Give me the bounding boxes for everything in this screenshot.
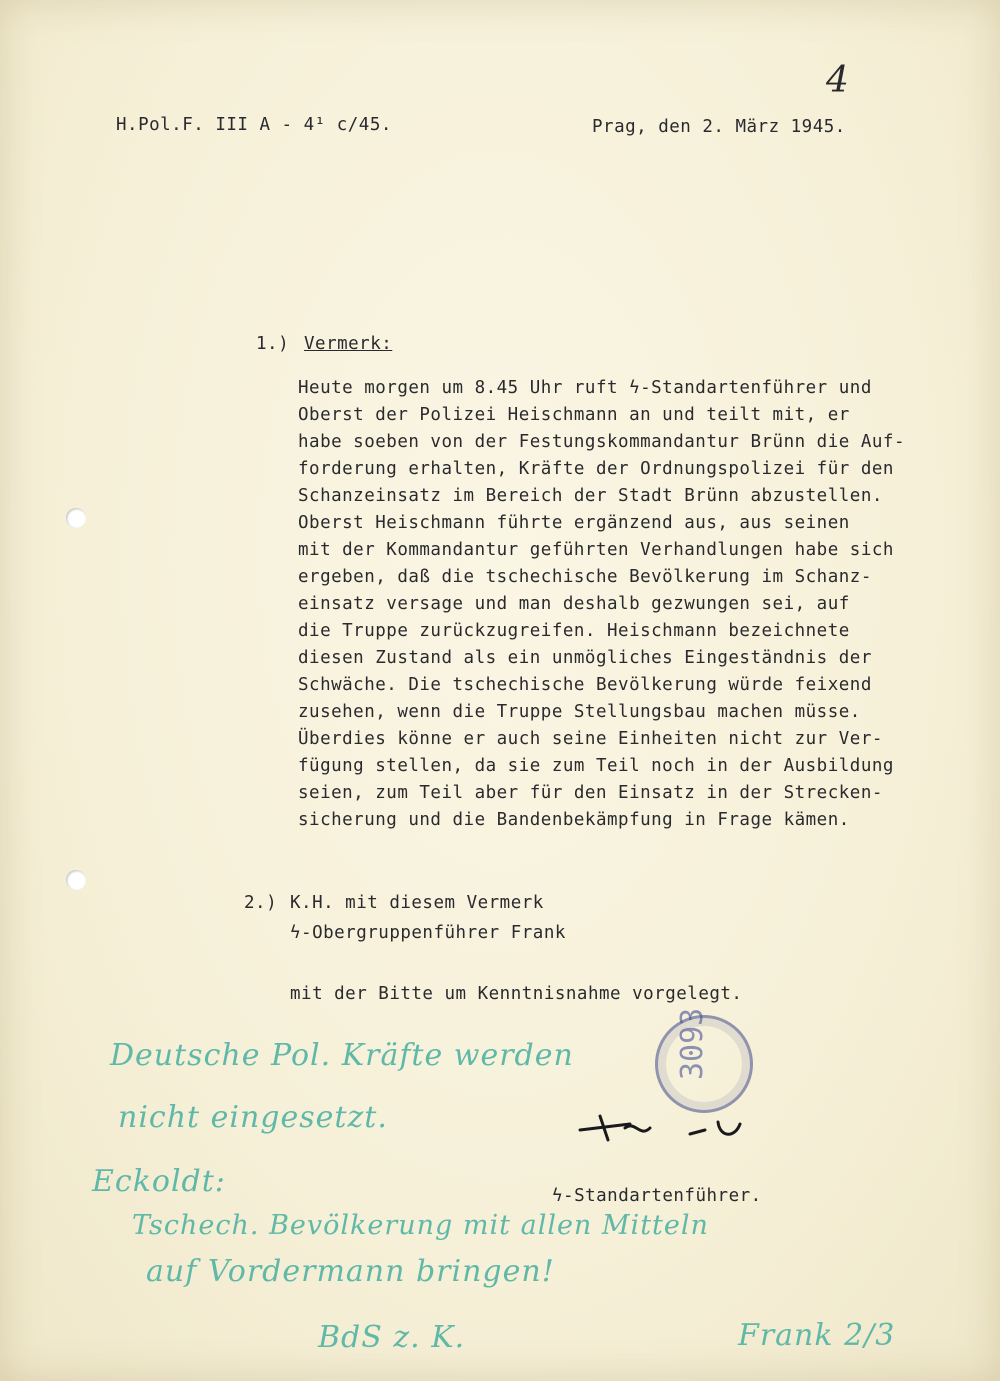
- handwritten-note-line7: Frank 2/3: [738, 1318, 896, 1353]
- memo-line: zusehen, wenn die Truppe Stellungsbau machen müsse.: [298, 702, 861, 722]
- handwritten-note-line6: BdS z. K.: [318, 1320, 466, 1355]
- memo-line: ergeben, daß die tschechische Bevölkerung im Schanz-: [298, 567, 872, 587]
- memo-line: Heute morgen um 8.45 Uhr ruft ϟ-Standartenführer und: [298, 378, 872, 398]
- place-date: Prag, den 2. März 1945.: [592, 117, 846, 137]
- memo-line: Oberst der Polizei Heischmann an und teilt mit, er: [298, 405, 850, 425]
- handwritten-note-line4: Tschech. Bevölkerung mit allen Mitteln: [132, 1210, 709, 1241]
- memo-line: die Truppe zurückzugreifen. Heischmann bezeichnete: [298, 621, 850, 641]
- memo-line: habe soeben von der Festungskommandantur Brünn die Auf-: [298, 432, 905, 452]
- item1-number: 1.): [256, 334, 290, 354]
- reference-number: H.Pol.F. III A - 4¹ c/45.: [116, 115, 392, 135]
- ink-signature: [570, 1108, 770, 1148]
- memo-line: Überdies könne er auch seine Einheiten nicht zur Ver-: [298, 729, 883, 749]
- handwritten-note-line5: auf Vordermann bringen!: [146, 1254, 555, 1289]
- memo-line: diesen Zustand als ein unmögliches Eingeständnis der: [298, 648, 872, 668]
- handwritten-note-line3: Eckoldt:: [92, 1164, 226, 1199]
- memo-line: sicherung und die Bandenbekämpfung in Frage kämen.: [298, 810, 850, 830]
- item2-line3: mit der Bitte um Kenntnisnahme vorgelegt.: [290, 984, 743, 1004]
- punch-hole-top: [66, 508, 86, 528]
- item2-line2: ϟ-Obergruppenführer Frank: [290, 923, 566, 943]
- memo-line: Oberst Heischmann führte ergänzend aus, aus seinen: [298, 513, 850, 533]
- vermerk-heading: Vermerk:: [304, 334, 393, 354]
- signature-title: ϟ-Standartenführer.: [552, 1186, 762, 1206]
- handwritten-note-line1: Deutsche Pol. Kräfte werden: [110, 1038, 574, 1073]
- stamp-number: 3093: [675, 1007, 710, 1080]
- memo-line: einsatz versage und man deshalb gezwungen sei, auf: [298, 594, 850, 614]
- punch-hole-bottom: [66, 870, 86, 890]
- top-mark: 4: [826, 60, 850, 101]
- item2-line1: K.H. mit diesem Vermerk: [290, 893, 544, 913]
- memo-line: mit der Kommandantur geführten Verhandlungen habe sich: [298, 540, 894, 560]
- memo-line: Schwäche. Die tschechische Bevölkerung würde feixend: [298, 675, 872, 695]
- memo-line: Schanzeinsatz im Bereich der Stadt Brünn abzustellen.: [298, 486, 883, 506]
- memo-line: fügung stellen, da sie zum Teil noch in der Ausbildung: [298, 756, 894, 776]
- item2-number: 2.): [244, 893, 278, 913]
- memo-line: forderung erhalten, Kräfte der Ordnungspolizei für den: [298, 459, 894, 479]
- memo-line: seien, zum Teil aber für den Einsatz in der Strecken-: [298, 783, 883, 803]
- handwritten-note-line2: nicht eingesetzt.: [118, 1100, 388, 1135]
